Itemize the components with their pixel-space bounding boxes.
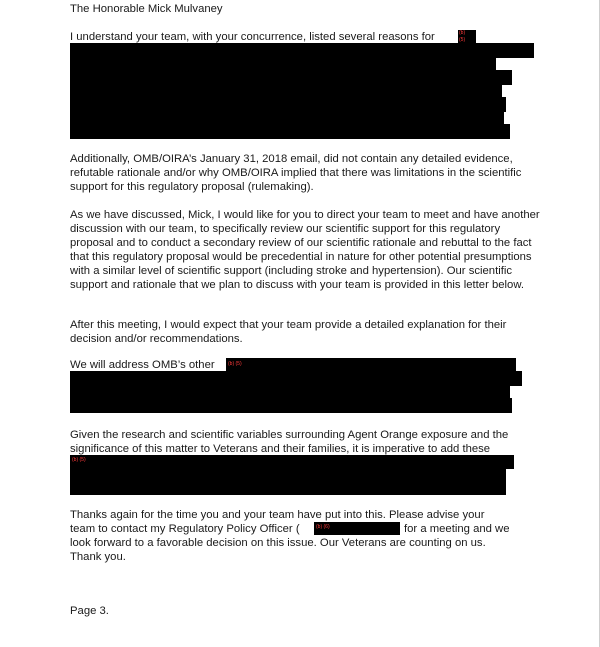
redaction-block <box>70 398 512 413</box>
paragraph-2: Additionally, OMB/OIRA’s January 31, 2018 email, did not contain any detailed evidence, refutable rationale and/or why OMB/OIRA implied that there was limitations in the scientific support for this regulatory proposal (rulemaking). <box>70 153 522 193</box>
salutation: The Honorable Mick Mulvaney <box>70 3 223 15</box>
paragraph-1-lead: I understand your team, with your concurrence, listed several reasons for <box>70 31 435 43</box>
redaction-block <box>70 371 522 386</box>
redaction-block <box>70 481 506 495</box>
redaction-code: (b) <box>459 30 466 36</box>
redaction-block <box>70 70 512 85</box>
paragraph-7-line-3: look forward to a favorable decision on this issue. Our Veterans are counting on us. <box>70 537 486 549</box>
redaction-block <box>70 43 534 58</box>
redaction-block <box>70 455 514 469</box>
redaction-code: (b) (6) <box>316 524 330 530</box>
redaction-block <box>70 124 510 139</box>
redaction-block <box>70 468 506 482</box>
paragraph-7-line-2-lead: team to contact my Regulatory Policy Officer ( <box>70 523 300 535</box>
paragraph-7-line-4: Thank you. <box>70 551 126 563</box>
redaction-code: (b) (5) <box>72 457 86 463</box>
paragraph-7-line-1: Thanks again for the time you and your team have put into this. Please advise your <box>70 509 485 521</box>
page-number: Page 3. <box>70 605 109 617</box>
redaction-block <box>226 358 516 372</box>
paragraph-5-lead: We will address OMB’s other <box>70 359 215 371</box>
redaction-block <box>70 97 506 112</box>
redaction-code: (b) (5) <box>228 361 242 367</box>
paragraph-4: After this meeting, I would expect that your team provide a detailed explanation for their decision and/or recommendations. <box>70 319 507 345</box>
paragraph-7-line-2-tail: for a meeting and we <box>404 523 510 535</box>
paragraph-6: Given the research and scientific variables surrounding Agent Orange exposure and the significance of this matter to Veterans and their families, it is imperative to add these <box>70 429 509 455</box>
paragraph-3: As we have discussed, Mick, I would like for you to direct your team to meet and have another discussion with our team, to specifically review our scientific support for this regulatory proposal and to conduct a secondary review of our scientific rationale and rebuttal to the fact that this regulatory proposal would be precedential in nature for other potential presumptions with a similar level of scientific support (including stroke and hypertension). Our scientific support and rationale that we plan to discuss with your team is provided in this letter below. <box>70 209 540 291</box>
redaction-code: (5) <box>459 37 466 43</box>
